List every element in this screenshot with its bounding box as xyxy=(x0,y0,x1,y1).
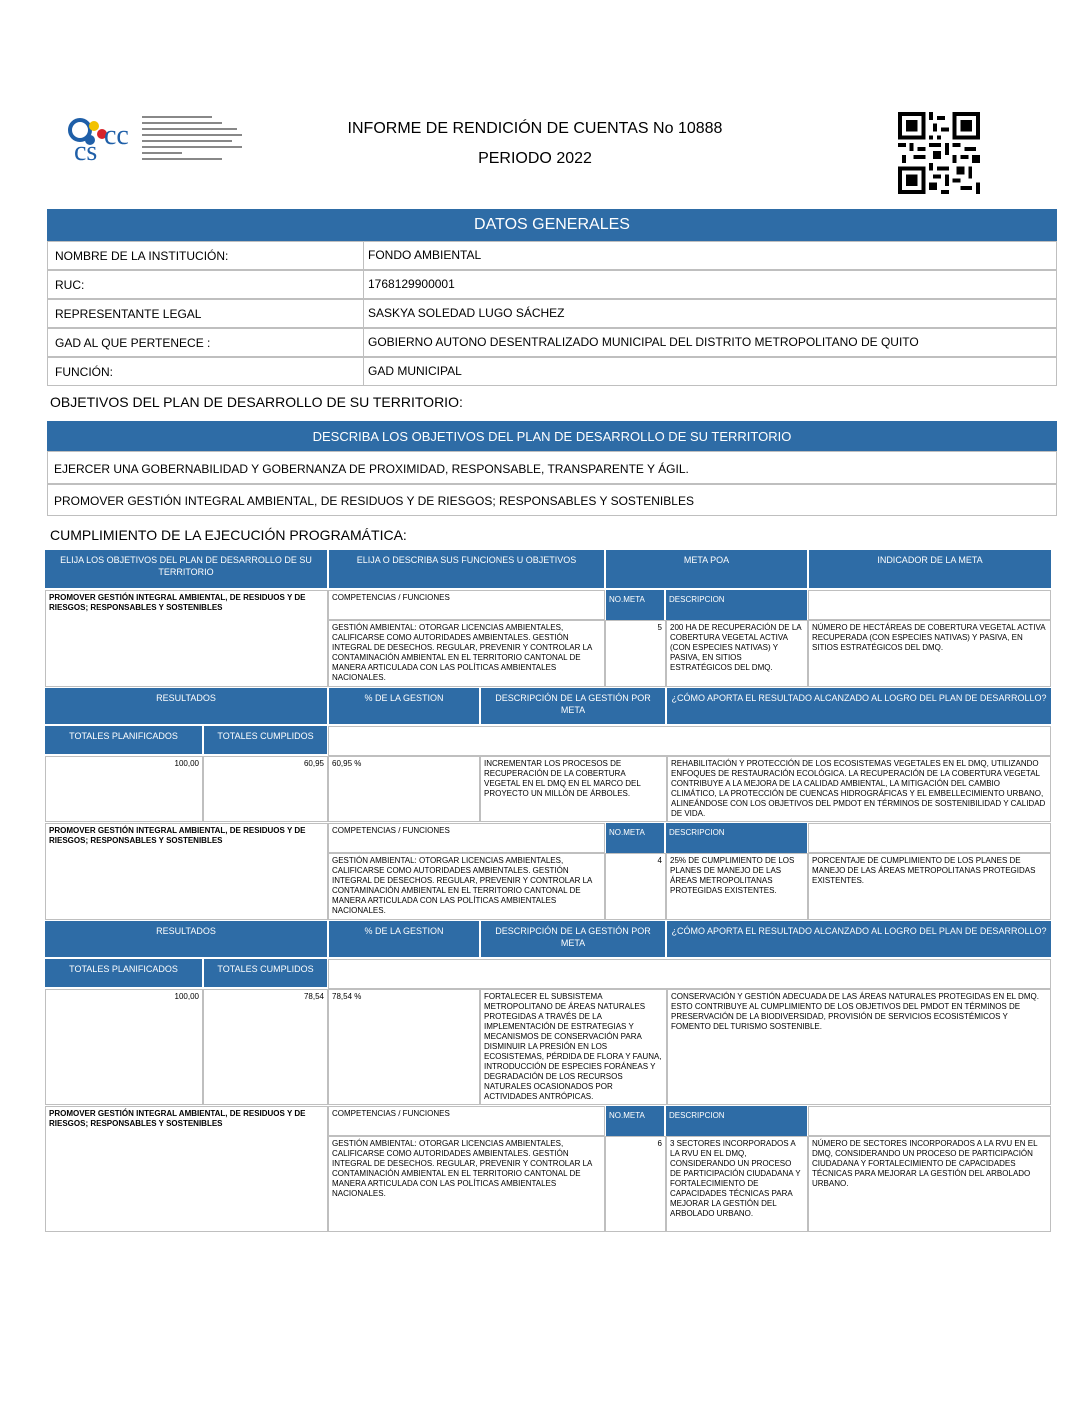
datos-row xyxy=(47,299,1057,328)
block3-descripcion: 3 SECTORES INCORPORADOS A LA RVU EN EL DMQ, CONSIDERANDO UN PROCESO DE PARTICIPACIÓN CIUDADANA Y FORTALECIMIENTO DE CAPACIDADES TÉCNICAS PARA MEJORAR LA GESTIÓN DEL ARBOLADO URBANO. xyxy=(666,1136,808,1232)
datos-row xyxy=(47,357,1057,386)
block2-pct-header: % DE LA GESTION xyxy=(329,921,479,957)
objetivo-item xyxy=(47,484,1057,516)
datos-row xyxy=(47,241,1057,270)
block2-descripcion-label: DESCRIPCION xyxy=(666,823,807,853)
block2-objetivo: PROMOVER GESTIÓN INTEGRAL AMBIENTAL, DE RESIDUOS Y DE RIESGOS; RESPONSABLES Y SOSTENIBLES xyxy=(45,823,328,920)
svg-text:cs: cs xyxy=(74,136,98,167)
block1-nometa-label: NO.META xyxy=(606,590,664,620)
datos-label: REPRESENTANTE LEGAL xyxy=(55,307,202,321)
block1-descripcion-label: DESCRIPCION xyxy=(666,590,807,620)
block2-pct: 78,54 % xyxy=(328,989,480,1105)
datos-label: GAD AL QUE PERTENECE : xyxy=(55,336,211,350)
objetivos-heading: DESCRIBA LOS OBJETIVOS DEL PLAN DE DESARROLLO DE SU TERRITORIO xyxy=(47,421,1057,451)
block1-descgestion-header: DESCRIPCIÓN DE LA GESTIÓN POR META xyxy=(481,688,665,724)
block1-funcion: GESTIÓN AMBIENTAL: OTORGAR LICENCIAS AMBIENTALES, CALIFICARSE COMO AUTORIDADES AMBIENTALES. GESTIÓN INTEGRAL DE DESECHOS. REGULAR, PREVENIR Y CONTROLAR LA CONTAMINACIÓN AMBIENTAL EN EL TERRITORIO CANTONAL DE MANERA ARTICULADA CON LAS POLÍTICAS AMBIENTALES NACIONALES. xyxy=(328,620,605,687)
block1-aporte-header: ¿CÓMO APORTA EL RESULTADO ALCANZADO AL LOGRO DEL PLAN DE DESARROLLO? xyxy=(667,688,1051,724)
block3-funcion: GESTIÓN AMBIENTAL: OTORGAR LICENCIAS AMBIENTALES, CALIFICARSE COMO AUTORIDADES AMBIENTALES. GESTIÓN INTEGRAL DE DESECHOS. REGULAR, PREVENIR Y CONTROLAR LA CONTAMINACIÓN AMBIENTAL EN EL TERRITORIO CANTONAL DE MANERA ARTICULADA CON LAS POLÍTICAS AMBIENTALES NACIONALES. xyxy=(328,1136,605,1232)
block1-competencias-label: COMPETENCIAS / FUNCIONES xyxy=(328,590,605,620)
block1-cumplidos-header: TOTALES CUMPLIDOS xyxy=(204,726,327,754)
datos-generales-heading: DATOS GENERALES xyxy=(47,209,1057,241)
block1-indicador: NÚMERO DE HECTÁREAS DE COBERTURA VEGETAL ACTIVA RECUPERADA (CON ESPECIES NATIVAS) Y PASIVA, EN SITIOS ESTRATÉGICOS DEL DMQ. xyxy=(808,620,1051,687)
block1-planificados-header: TOTALES PLANIFICADOS xyxy=(45,726,202,754)
block3-competencias-label: COMPETENCIAS / FUNCIONES xyxy=(328,1106,605,1136)
block2-planificados: 100,00 xyxy=(45,989,203,1105)
block3-nometa: 6 xyxy=(605,1136,666,1232)
report-title: INFORME DE RENDICIÓN DE CUENTAS No 10888 xyxy=(347,120,723,137)
block2-descgestion-header: DESCRIPCIÓN DE LA GESTIÓN POR META xyxy=(481,921,665,957)
header-meta-poa: META POA xyxy=(606,550,807,588)
datos-value: GOBIERNO AUTONO DESENTRALIZADO MUNICIPAL DEL DISTRITO METROPOLITANO DE QUITO xyxy=(363,329,1053,356)
block1-planificados: 100,00 xyxy=(45,756,203,822)
objetivo-text: PROMOVER GESTIÓN INTEGRAL AMBIENTAL, DE RESIDUOS Y DE RIESGOS; RESPONSABLES Y SOSTENIBLES xyxy=(54,494,694,508)
block2-descripcion: 25% DE CUMPLIMIENTO DE LOS PLANES DE MANEJO DE LAS ÁREAS METROPOLITANAS PROTEGIDAS EXISTENTES. xyxy=(666,853,808,920)
objetivo-item xyxy=(47,451,1057,484)
block2-nometa: 4 xyxy=(605,853,666,920)
datos-value: GAD MUNICIPAL xyxy=(363,358,466,385)
block1-nometa: 5 xyxy=(605,620,666,687)
block2-competencias-label: COMPETENCIAS / FUNCIONES xyxy=(328,823,605,853)
block2-funcion: GESTIÓN AMBIENTAL: OTORGAR LICENCIAS AMBIENTALES, CALIFICARSE COMO AUTORIDADES AMBIENTALES. GESTIÓN INTEGRAL DE DESECHOS. REGULAR, PREVENIR Y CONTROLAR LA CONTAMINACIÓN AMBIENTAL EN EL TERRITORIO CANTONAL DE MANERA ARTICULADA CON LAS POLÍTICAS AMBIENTALES NACIONALES. xyxy=(328,853,605,920)
block2-resultados-header: RESULTADOS xyxy=(45,921,327,957)
objetivo-text: EJERCER UNA GOBERNABILIDAD Y GOBERNANZA DE PROXIMIDAD, RESPONSABLE, TRANSPARENTE Y ÁGIL. xyxy=(54,462,689,476)
block1-pct: 60,95 % xyxy=(328,756,480,822)
block2-nometa-label: NO.META xyxy=(606,823,664,853)
block1-resultados-header: RESULTADOS xyxy=(45,688,327,724)
block3-descripcion-label: DESCRIPCION xyxy=(666,1106,807,1136)
block1-pct-header: % DE LA GESTION xyxy=(329,688,479,724)
block2-aporte-header: ¿CÓMO APORTA EL RESULTADO ALCANZADO AL LOGRO DEL PLAN DE DESARROLLO? xyxy=(667,921,1051,957)
block2-cumplidos: 78,54 xyxy=(203,989,328,1105)
block3-objetivo: PROMOVER GESTIÓN INTEGRAL AMBIENTAL, DE RESIDUOS Y DE RIESGOS; RESPONSABLES Y SOSTENIBLES xyxy=(45,1106,328,1232)
block2-aporte: CONSERVACIÓN Y GESTIÓN ADECUADA DE LAS ÁREAS NATURALES PROTEGIDAS EN EL DMQ. ESTO CONTRIBUYE AL CUMPLIMIENTO DE LOS OBJETIVOS DEL PMDOT EN TÉRMINOS DE PRESERVACIÓN DE LA BIODIVERSIDAD, PROVISIÓN DE SERVICIOS ECOSISTÉMICOS Y FOMENTO DEL TURISMO SOSTENIBLE. xyxy=(667,989,1051,1105)
block2-blank-row xyxy=(328,959,1051,989)
block1-aporte: REHABILITACIÓN Y PROTECCIÓN DE LOS ECOSISTEMAS VEGETALES EN EL DMQ, UTILIZANDO ENFOQUES DE RESTAURACIÓN ECOLÓGICA. LA RECUPERACIÓN DE LA COBERTURA VEGETAL CONTRIBUYE A LA MEJORA DE LA CALIDAD AMBIENTAL, LA MITIGACIÓN DEL CAMBIO CLIMÁTICO, LA PROTECCIÓN DE CUENCAS HIDROGRÁFICAS Y EL EMBELLECIMIENTO URBANO, ALINEÁNDOSE CON LOS OBJETIVOS DEL PMDOT EN TÉRMINOS DE SOSTENIBILIDAD Y CALIDAD DE VIDA. xyxy=(667,756,1051,822)
block2-indicador: PORCENTAJE DE CUMPLIMIENTO DE LOS PLANES DE MANEJO DE LAS ÁREAS METROPOLITANAS PROTEGIDAS EXISTENTES. xyxy=(808,853,1051,920)
cpccs-logo xyxy=(66,108,256,172)
block2-cumplidos-header: TOTALES CUMPLIDOS xyxy=(204,959,327,987)
datos-row xyxy=(47,328,1057,357)
block3-nometa-label: NO.META xyxy=(606,1106,664,1136)
datos-label: NOMBRE DE LA INSTITUCIÓN: xyxy=(55,249,229,263)
objetivos-section-title: OBJETIVOS DEL PLAN DE DESARROLLO DE SU TERRITORIO: xyxy=(50,394,463,410)
report-period: PERIODO 2022 xyxy=(478,150,592,167)
block2-planificados-header: TOTALES PLANIFICADOS xyxy=(45,959,202,987)
block1-cumplidos: 60,95 xyxy=(203,756,328,822)
header-objetivos: ELIJA LOS OBJETIVOS DEL PLAN DE DESARROLLO DE SU TERRITORIO xyxy=(45,550,327,588)
block2-descgestion: FORTALECER EL SUBSISTEMA METROPOLITANO DE ÁREAS NATURALES PROTEGIDAS A TRAVÉS DE LA IMPLEMENTACIÓN DE ESTRATEGIAS Y MECANISMOS DE CONSERVACIÓN PARA DISMINUIR LA PRESIÓN EN LOS ECOSISTEMAS, PÉRDIDA DE FLORA Y FAUNA, INTRODUCCIÓN DE ESPECIES FORÁNEAS Y DEGRADACIÓN DE LOS RECURSOS NATURALES OCASIONADOS POR ACTIVIDADES ANTRÓPICAS. xyxy=(480,989,667,1105)
header-indicador: INDICADOR DE LA META xyxy=(809,550,1051,588)
block2-empty xyxy=(808,823,1051,853)
datos-row xyxy=(47,270,1057,299)
cumplimiento-section-title: CUMPLIMIENTO DE LA EJECUCIÓN PROGRAMÁTICA: xyxy=(50,527,407,543)
header-funciones: ELIJA O DESCRIBA SUS FUNCIONES U OBJETIVOS xyxy=(329,550,604,588)
datos-value: SASKYA SOLEDAD LUGO SÁCHEZ xyxy=(363,300,569,327)
datos-value: 1768129900001 xyxy=(363,271,459,298)
block1-objetivo: PROMOVER GESTIÓN INTEGRAL AMBIENTAL, DE RESIDUOS Y DE RIESGOS; RESPONSABLES Y SOSTENIBLES xyxy=(45,590,328,687)
block1-blank-row xyxy=(328,726,1051,756)
block1-empty xyxy=(808,590,1051,620)
block1-descripcion: 200 HA DE RECUPERACIÓN DE LA COBERTURA VEGETAL ACTIVA (CON ESPECIES NATIVAS) Y PASIVA, EN SITIOS ESTRATÉGICOS DEL DMQ. xyxy=(666,620,808,687)
block1-descgestion: INCREMENTAR LOS PROCESOS DE RECUPERACIÓN DE LA COBERTURA VEGETAL EN EL DMQ EN EL MARCO DEL PROYECTO UN MILLÓN DE ÁRBOLES. xyxy=(480,756,667,822)
qr-code-icon xyxy=(898,112,980,194)
datos-label: RUC: xyxy=(55,278,85,292)
block3-indicador: NÚMERO DE SECTORES INCORPORADOS A LA RVU EN EL DMQ, CONSIDERANDO UN PROCESO DE PARTICIPACIÓN CIUDADANA Y FORTALECIMIENTO DE CAPACIDADES TÉCNICAS PARA MEJORAR LA GESTIÓN DEL ARBOLADO URBANO. xyxy=(808,1136,1051,1232)
datos-label: FUNCIÓN: xyxy=(55,365,113,379)
svg-text:cc: cc xyxy=(104,120,129,151)
datos-value: FONDO AMBIENTAL xyxy=(363,242,485,269)
block3-empty xyxy=(808,1106,1051,1136)
